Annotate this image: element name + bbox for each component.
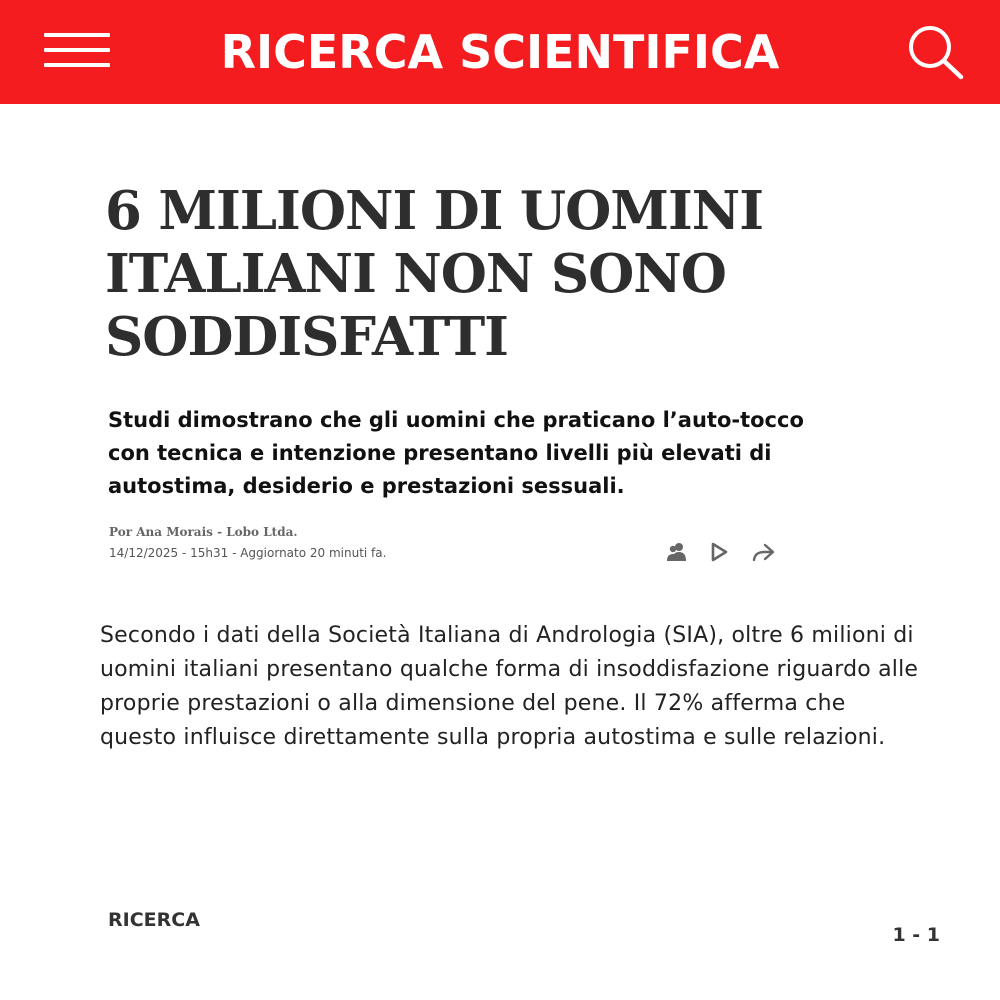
article-headline: 6 MILIONI DI UOMINI ITALIANI NON SONO SODDISFATTI xyxy=(105,180,763,368)
play-icon[interactable] xyxy=(706,539,732,565)
top-bar xyxy=(0,0,1000,104)
article-subheadline: Studi dimostrano che gli uomini che praticano l’auto-tocco con tecnica e intenzione presentano livelli più elevati di autostima, desiderio e prestazioni sessuali. xyxy=(108,408,804,498)
article-body: Secondo i dati della Società Italiana di Andrologia (SIA), oltre 6 milioni di uomini italiani presentano qualche forma di insoddisfazione riguardo alle proprie prestazioni o alla dimensione del pene. Il 72% afferma che questo influisce direttamente sulla propria autostima e sulle relazioni. xyxy=(100,623,919,750)
article-dateline: 14/12/2025 - 15h31 - Aggiornato 20 minuti fa. xyxy=(109,546,387,560)
site-title[interactable]: RICERCA SCIENTIFICA xyxy=(220,25,780,79)
article-byline: Por Ana Morais - Lobo Ltda. xyxy=(109,525,298,539)
users-icon[interactable] xyxy=(664,539,690,565)
page-number: 1 - 1 xyxy=(892,924,940,946)
share-icon[interactable] xyxy=(750,539,776,565)
footer-section-label: RICERCA xyxy=(108,909,200,931)
hamburger-menu-icon[interactable] xyxy=(44,33,110,69)
search-icon[interactable] xyxy=(905,22,965,82)
